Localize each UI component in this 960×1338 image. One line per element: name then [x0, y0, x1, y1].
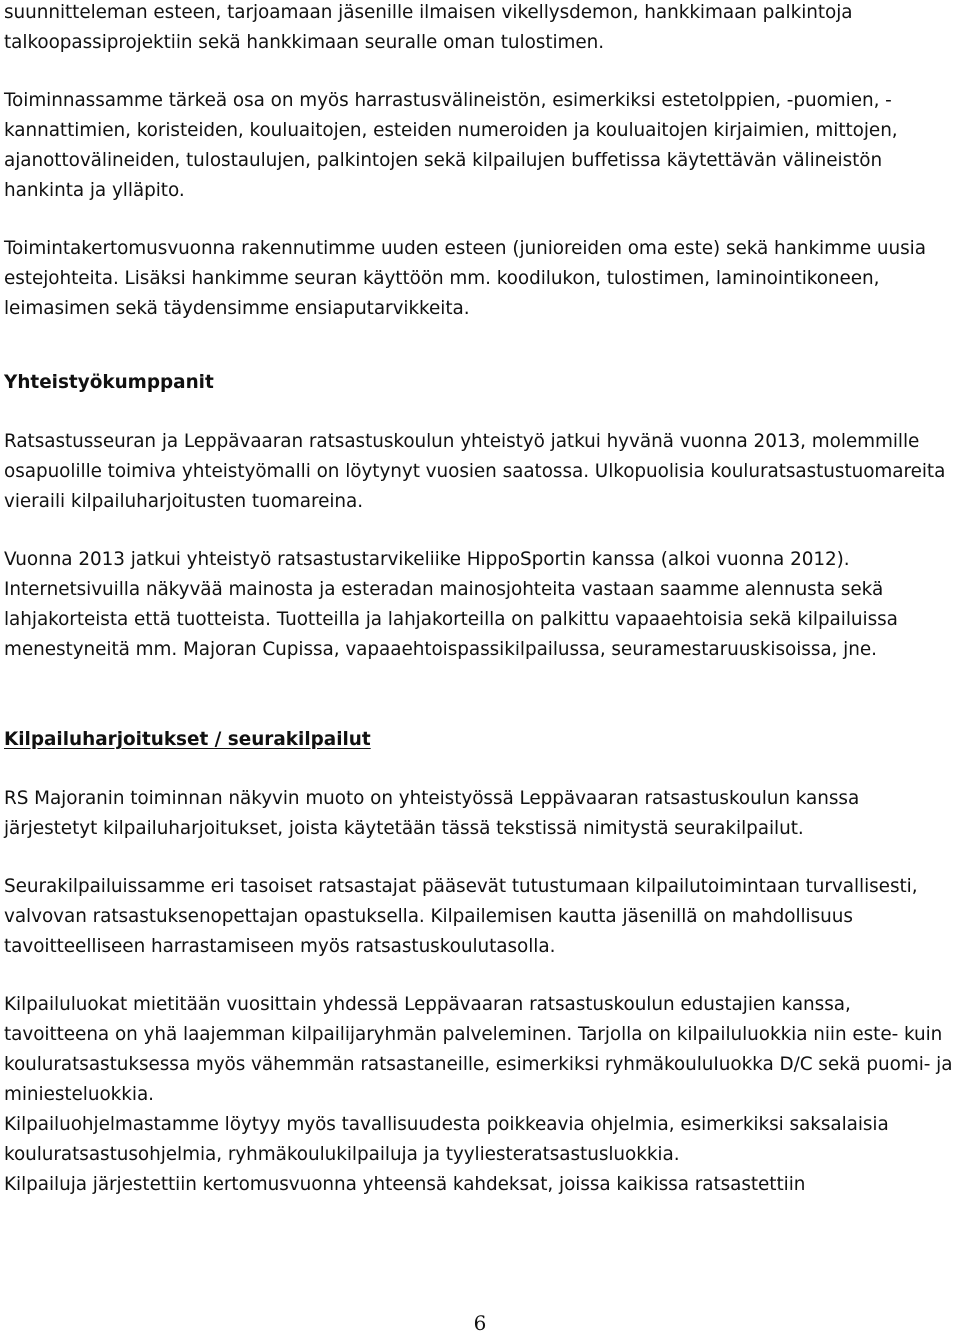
- paragraph-intro-continuation: suunnitteleman esteen, tarjoamaan jäsenille ilmaisen vikellysdemon, hankkimaan palkintoja talkoopassiprojektiin sekä hankkimaan seuralle oman tulostimen.: [4, 2, 853, 53]
- paragraph-competition-count: Kilpailuja järjestettiin kertomusvuonna yhteensä kahdeksat, joissa kaikissa ratsastettiin: [4, 1174, 806, 1195]
- paragraph-competition-programs: Kilpailuohjelmastamme löytyy myös tavallisuudesta poikkeavia ohjelmia, esimerkiksi saksalaisia kouluratsastusohjelmia, ryhmäkoulukilpailuja ja tyyliesteratsastusluokkia.: [4, 1114, 889, 1165]
- paragraph-cooperation-riding-school: Ratsastusseuran ja Leppävaaran ratsastuskoulun yhteistyö jatkui hyvänä vuonna 2013, molemmille osapuolille toimiva yhteistyömalli on löytynyt vuosien saatossa. Ulkopuolisia kouluratsastustuomareita vieraili kilpailuharjoitusten tuomareina.: [4, 431, 946, 512]
- heading-kilpailuharjoitukset: Kilpailuharjoitukset / seurakilpailut: [4, 729, 371, 750]
- paragraph-equipment: Toiminnassamme tärkeä osa on myös harrastusvälineistön, esimerkiksi estetolppien, -puomien, -kannattimien, koristeiden, kouluaitojen, esteiden numeroiden ja kouluaitojen kirjaimien, mittojen, ajanottovälineiden, tulostaulujen, palkintojen sekä kilpailujen buffetissa käytettävän välineistön hankinta ja ylläpito.: [4, 90, 898, 201]
- paragraph-competitions-intro: RS Majoranin toiminnan näkyvin muoto on yhteistyössä Leppävaaran ratsastuskoulun kanssa järjestetyt kilpailuharjoitukset, joista käytetään tässä tekstissä nimitystä seurakilpailut.: [4, 788, 860, 839]
- paragraph-acquisitions: Toimintakertomusvuonna rakennutimme uuden esteen (junioreiden oma este) sekä hankimme uusia estejohteita. Lisäksi hankimme seuran käyttöön mm. koodilukon, tulostimen, laminointikoneen, leimasimen sekä täydensimme ensiaputarvikkeita.: [4, 238, 926, 319]
- heading-yhteistyokumppanit: Yhteistyökumppanit: [4, 372, 214, 393]
- page-number: 6: [473, 1311, 487, 1335]
- paragraph-cooperation-hipposport: Vuonna 2013 jatkui yhteistyö ratsastustarvikeliike HippoSportin kanssa (alkoi vuonna 2012). Internetsivuilla näkyvää mainosta ja esteradan mainosjohteita vastaan saamme alennusta sekä lahjakorteista että tuotteista. Tuotteilla ja lahjakorteilla on palkittu vapaaehtoisia sekä kilpailuissa menestyneitä mm. Majoran Cupissa, vapaaehtoispassikilpailussa, seuramestaruuskisoissa, jne.: [4, 549, 898, 660]
- paragraph-competitions-levels: Seurakilpailuissamme eri tasoiset ratsastajat pääsevät tutustumaan kilpailutoimintaan turvallisesti, valvovan ratsastuksenopettajan opastuksella. Kilpailemisen kautta jäsenillä on mahdollisuus tavoitteelliseen harrastamiseen myös ratsastuskoulutasolla.: [4, 876, 918, 957]
- document-page: [4, 0, 956, 1200]
- paragraph-competition-classes: Kilpailuluokat mietitään vuosittain yhdessä Leppävaaran ratsastuskoulun edustajien kanssa, tavoitteena on yhä laajemman kilpailijaryhmän palveleminen. Tarjolla on kilpailuluokkia niin este- kuin kouluratsastuksessa myös vähemmän ratsastaneille, esimerkiksi ryhmäkouluIuokka D/C sekä puomi- ja miniesteluokkia.: [4, 994, 953, 1105]
